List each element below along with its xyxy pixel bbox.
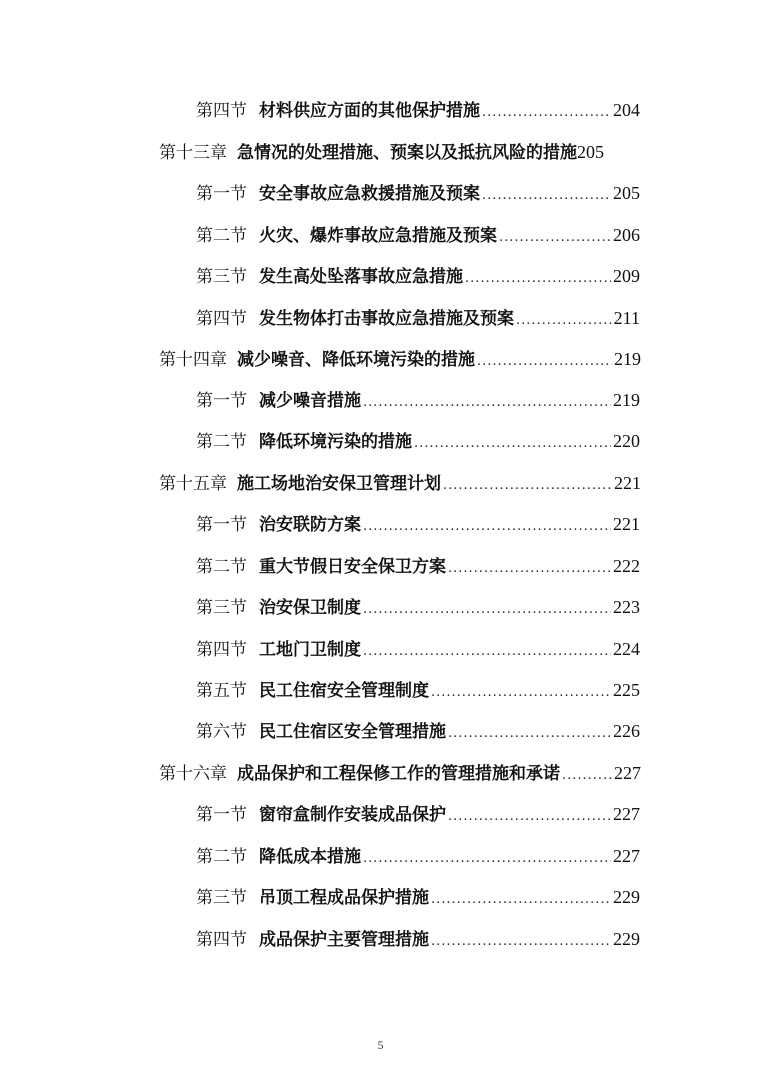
toc-dot-leader [414, 429, 611, 459]
toc-entry-section[interactable] [196, 675, 640, 705]
toc-entry-title: 发生物体打击事故应急措施及预案 [259, 309, 514, 329]
toc-dot-leader [482, 98, 611, 128]
toc-dot-leader [431, 927, 611, 957]
toc-entry-page: 223 [613, 597, 640, 617]
toc-entry-section[interactable] [196, 716, 640, 746]
toc-dot-leader [363, 637, 611, 667]
toc-entry-section[interactable] [196, 882, 640, 912]
toc-entry-label: 第十三章 [159, 143, 227, 163]
toc-entry-title: 急情况的处理措施、预案以及抵抗风险的措施 [237, 143, 577, 163]
toc-entry-title: 减少噪音措施 [259, 391, 361, 411]
toc-entry-page: 209 [613, 266, 640, 286]
toc-entry-title: 民工住宿区安全管理措施 [259, 722, 446, 742]
toc-entry-label: 第三节 [196, 888, 247, 908]
toc-entry-title: 安全事故应急救援措施及预案 [259, 184, 480, 204]
toc-entry-page: 205 [613, 183, 640, 203]
toc-entry-label: 第十六章 [159, 764, 227, 784]
toc-entry-title: 发生高处坠落事故应急措施 [259, 267, 463, 287]
toc-entry-label: 第十四章 [159, 350, 227, 370]
toc-dot-leader [431, 678, 611, 708]
toc-entry-title: 民工住宿安全管理制度 [259, 681, 429, 701]
toc-entry-chapter[interactable] [159, 758, 641, 788]
toc-entry-section[interactable] [196, 634, 640, 664]
toc-entry-label: 第一节 [196, 184, 247, 204]
toc-entry-section[interactable] [196, 220, 640, 250]
toc-entry-label: 第二节 [196, 432, 247, 452]
toc-entry-section[interactable] [196, 551, 640, 581]
toc-entry-label: 第五节 [196, 681, 247, 701]
toc-entry-page: 227 [613, 804, 640, 824]
toc-entry-page: 227 [613, 846, 640, 866]
toc-entry-page: 221 [614, 473, 641, 493]
toc-dot-leader [443, 471, 612, 501]
toc-entry-page: 219 [613, 390, 640, 410]
toc-entry-section[interactable] [196, 178, 640, 208]
toc-entry-section[interactable] [196, 924, 640, 954]
toc-entry-section[interactable] [196, 592, 640, 622]
toc-entry-title: 成品保护主要管理措施 [259, 930, 429, 950]
toc-entry-page: 220 [613, 431, 640, 451]
toc-entry-title: 降低成本措施 [259, 847, 361, 867]
page-number: 5 [377, 1038, 384, 1052]
toc-entry-page: 206 [613, 225, 640, 245]
toc-entry-section[interactable] [196, 303, 640, 333]
toc-entry-page: 229 [613, 887, 640, 907]
toc-entry-section[interactable] [196, 841, 640, 871]
toc-dot-leader [363, 844, 611, 874]
toc-dot-leader [363, 388, 611, 418]
toc-entry-title: 治安联防方案 [259, 515, 361, 535]
toc-entry-page: 224 [613, 639, 640, 659]
toc-dot-leader [516, 306, 612, 336]
toc-entry-title: 减少噪音、降低环境污染的措施 [237, 350, 475, 370]
toc-entry-section[interactable] [196, 799, 640, 829]
toc-dot-leader [482, 181, 611, 211]
toc-entry-page: 221 [613, 514, 640, 534]
toc-entry-label: 第一节 [196, 805, 247, 825]
toc-entry-label: 第二节 [196, 847, 247, 867]
toc-entry-section[interactable] [196, 426, 640, 456]
toc-dot-leader [448, 554, 611, 584]
toc-entry-label: 第四节 [196, 101, 247, 121]
toc-entry-section[interactable] [196, 261, 640, 291]
toc-entry-label: 第四节 [196, 309, 247, 329]
toc-entry-title: 治安保卫制度 [259, 598, 361, 618]
toc-dot-leader [499, 223, 611, 253]
toc-entry-title: 降低环境污染的措施 [259, 432, 412, 452]
toc-entry-page: 227 [614, 763, 641, 783]
toc-entry-section[interactable] [196, 95, 640, 125]
toc-dot-leader [431, 885, 611, 915]
toc-entry-label: 第六节 [196, 722, 247, 742]
toc-entry-section[interactable] [196, 509, 640, 539]
toc-entry-label: 第一节 [196, 391, 247, 411]
toc-entry-label: 第四节 [196, 640, 247, 660]
toc-entry-title: 火灾、爆炸事故应急措施及预案 [259, 226, 497, 246]
toc-entry-title: 重大节假日安全保卫方案 [259, 557, 446, 577]
toc-entry-chapter[interactable] [159, 468, 641, 498]
toc-dot-leader [465, 264, 611, 294]
toc-entry-chapter[interactable] [159, 344, 641, 374]
toc-entry-title: 施工场地治安保卫管理计划 [237, 474, 441, 494]
toc-entry-label: 第三节 [196, 598, 247, 618]
toc-dot-leader [363, 595, 611, 625]
toc-entry-page: 225 [613, 680, 640, 700]
toc-entry-page: 204 [613, 100, 640, 120]
toc-entry-chapter[interactable] [159, 137, 641, 167]
toc-entry-title: 窗帘盒制作安装成品保护 [259, 805, 446, 825]
toc-dot-leader [448, 802, 611, 832]
toc-entry-page: 211 [613, 308, 640, 328]
toc-entry-label: 第一节 [196, 515, 247, 535]
toc-entry-page: 229 [613, 929, 640, 949]
toc-entry-label: 第二节 [196, 226, 247, 246]
toc-entry-page: 205 [577, 142, 604, 162]
toc-entry-title: 吊顶工程成品保护措施 [259, 888, 429, 908]
toc-entry-title: 工地门卫制度 [259, 640, 361, 660]
toc-entry-page: 219 [614, 349, 641, 369]
toc-entry-label: 第二节 [196, 557, 247, 577]
toc-entry-section[interactable] [196, 385, 640, 415]
toc-entry-title: 成品保护和工程保修工作的管理措施和承诺 [237, 764, 560, 784]
toc-dot-leader [448, 719, 611, 749]
toc-entry-page: 226 [613, 721, 640, 741]
toc-entry-label: 第三节 [196, 267, 247, 287]
toc-entry-label: 第四节 [196, 930, 247, 950]
toc-dot-leader [363, 512, 611, 542]
toc-entry-page: 222 [613, 556, 640, 576]
toc-entry-title: 材料供应方面的其他保护措施 [259, 101, 480, 121]
toc-entry-label: 第十五章 [159, 474, 227, 494]
toc-dot-leader [477, 347, 612, 377]
toc-dot-leader [562, 761, 612, 791]
